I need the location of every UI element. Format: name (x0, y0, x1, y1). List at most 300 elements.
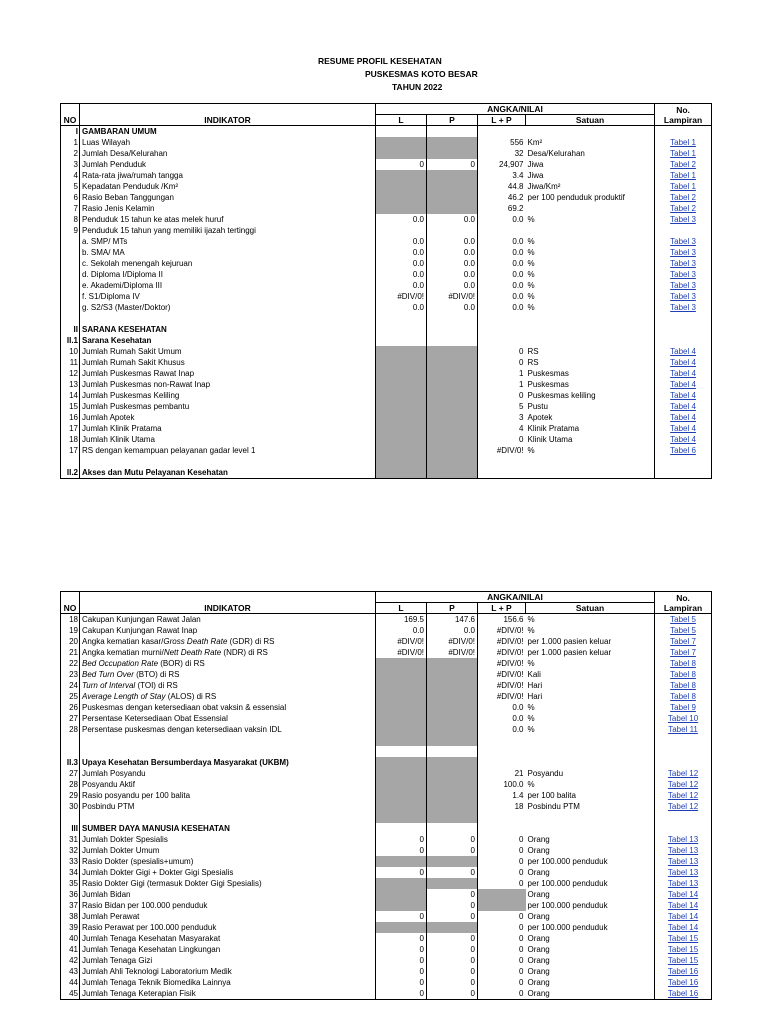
table-row (61, 137, 712, 148)
lampiran-link[interactable]: Tabel 14 (655, 889, 712, 900)
value-p (427, 702, 478, 713)
indicator-label (80, 313, 376, 324)
row-number: 5 (61, 181, 80, 192)
unit-satuan: % (526, 724, 655, 735)
lampiran-link[interactable]: Tabel 8 (655, 680, 712, 691)
row-number: 8 (61, 214, 80, 225)
value-p (427, 456, 478, 467)
unit-satuan: Kali (526, 669, 655, 680)
value-p (427, 170, 478, 181)
lampiran-link[interactable]: Tabel 8 (655, 658, 712, 669)
value-l: 0 (376, 944, 427, 955)
value-p: 0 (427, 911, 478, 922)
unit-satuan (526, 225, 655, 236)
table-row (61, 346, 712, 357)
lampiran-link[interactable]: Tabel 4 (655, 423, 712, 434)
section-row (61, 757, 712, 768)
table-row (61, 680, 712, 691)
value-lp: 18 (514, 801, 524, 811)
table-row (61, 291, 712, 302)
section-row (61, 126, 712, 138)
row-number: 28 (61, 724, 80, 735)
col-indikator: INDIKATOR (80, 104, 376, 126)
lampiran-link[interactable]: Tabel 12 (655, 801, 712, 812)
value-l (376, 225, 427, 236)
value-lp: 3 (519, 412, 524, 422)
indicator-label: Angka kematian kasar/Gross Death Rate (GDR) di RS (80, 636, 376, 647)
value-l (376, 823, 427, 834)
indicator-label: Bed Turn Over (BTO) di RS (80, 669, 376, 680)
lampiran-link[interactable]: Tabel 3 (655, 302, 712, 313)
lampiran-link[interactable]: Tabel 1 (655, 181, 712, 192)
value-lp: #DIV/0! (496, 647, 524, 657)
value-l (376, 456, 427, 467)
lampiran-link[interactable]: Tabel 4 (655, 368, 712, 379)
table-row (61, 779, 712, 790)
indicator-label: Jumlah Tenaga Kesehatan Lingkungan (80, 944, 376, 955)
indicator-label: Puskesmas dengan ketersediaan obat vaksin & essensial (80, 702, 376, 713)
spacer-row (61, 735, 712, 746)
value-p: #DIV/0! (427, 291, 478, 302)
unit-satuan (526, 467, 655, 479)
lampiran-link[interactable]: Tabel 12 (655, 768, 712, 779)
value-lp: 1 (519, 368, 524, 378)
value-lp (478, 812, 526, 823)
lampiran-link[interactable]: Tabel 11 (655, 724, 712, 735)
value-p: 0 (427, 889, 478, 900)
row-number: 37 (61, 900, 80, 911)
lampiran-link[interactable]: Tabel 5 (655, 614, 712, 626)
value-p: 0 (427, 867, 478, 878)
row-number: 34 (61, 867, 80, 878)
value-lp (478, 126, 526, 138)
lampiran-link[interactable]: Tabel 15 (655, 933, 712, 944)
value-lp: 5 (519, 401, 524, 411)
unit-satuan (526, 313, 655, 324)
value-p (427, 368, 478, 379)
indicator-label: Angka kematian murni/Nett Death Rate (NDR) di RS (80, 647, 376, 658)
row-number: 36 (61, 889, 80, 900)
value-p (427, 313, 478, 324)
value-l: #DIV/0! (376, 291, 427, 302)
lampiran-link[interactable]: Tabel 2 (655, 192, 712, 203)
lampiran-link[interactable]: Tabel 3 (655, 291, 712, 302)
row-number: 45 (61, 988, 80, 1000)
value-l (376, 445, 427, 456)
lampiran-link[interactable]: Tabel 8 (655, 691, 712, 702)
table-row (61, 357, 712, 368)
value-p: 0 (427, 988, 478, 1000)
unit-satuan: % (526, 702, 655, 713)
value-lp (478, 467, 526, 479)
value-l (376, 889, 427, 900)
row-number (61, 735, 80, 746)
row-number (61, 280, 80, 291)
value-p (427, 768, 478, 779)
lampiran-link[interactable]: Tabel 4 (655, 390, 712, 401)
table-row (61, 181, 712, 192)
indicator-label: Jumlah Klinik Pratama (80, 423, 376, 434)
indicator-label: Rasio Bidan per 100.000 penduduk (80, 900, 376, 911)
value-lp: 24,907 (499, 159, 524, 169)
unit-satuan: Puskesmas keliling (526, 390, 655, 401)
indicator-label: Rasio Jenis Kelamin (80, 203, 376, 214)
table-row (61, 280, 712, 291)
table-row (61, 434, 712, 445)
indicator-label: Turn of Interval (TOI) di RS (80, 680, 376, 691)
lampiran-link[interactable]: Tabel 13 (655, 878, 712, 889)
value-p (427, 746, 478, 757)
table-row (61, 790, 712, 801)
table-row (61, 834, 712, 845)
indicator-label (80, 456, 376, 467)
lampiran-link[interactable]: Tabel 16 (655, 966, 712, 977)
value-lp: 0 (519, 933, 524, 943)
row-number (61, 456, 80, 467)
col-lampiran-no: No. (655, 104, 712, 115)
value-lp: 0 (519, 922, 524, 932)
row-number: 3 (61, 159, 80, 170)
indicator-label: Penduduk 15 tahun yang memiliki ijazah tertinggi (80, 225, 376, 236)
indicator-label: Jumlah Dokter Gigi + Dokter Gigi Spesialis (80, 867, 376, 878)
unit-satuan: % (526, 247, 655, 258)
lampiran-link[interactable]: Tabel 4 (655, 434, 712, 445)
indicator-label: Penduduk 15 tahun ke atas melek huruf (80, 214, 376, 225)
value-p: 0 (427, 900, 478, 911)
col-lp: L + P (478, 115, 526, 126)
lampiran-link (655, 746, 712, 757)
value-p: 0.0 (427, 214, 478, 225)
indicator-label: Jumlah Tenaga Teknik Biomedika Lainnya (80, 977, 376, 988)
value-l: 0.0 (376, 258, 427, 269)
row-number: 33 (61, 856, 80, 867)
lampiran-link[interactable]: Tabel 14 (655, 922, 712, 933)
unit-satuan: per 100 penduduk produktif (526, 192, 655, 203)
value-p (427, 922, 478, 933)
table-row (61, 302, 712, 313)
value-l (376, 170, 427, 181)
value-l (376, 148, 427, 159)
lampiran-link[interactable]: Tabel 13 (655, 856, 712, 867)
unit-satuan: % (526, 614, 655, 626)
row-number: 26 (61, 702, 80, 713)
lampiran-link[interactable]: Tabel 3 (655, 258, 712, 269)
value-lp: 0.0 (512, 258, 524, 268)
indicator-label: Posbindu PTM (80, 801, 376, 812)
indicator-label: Posyandu Aktif (80, 779, 376, 790)
unit-satuan: Orang (526, 845, 655, 856)
table-row (61, 647, 712, 658)
value-lp: 0 (519, 867, 524, 877)
unit-satuan: per 100.000 penduduk (526, 922, 655, 933)
lampiran-link[interactable]: Tabel 16 (655, 988, 712, 1000)
value-lp: 0.0 (512, 247, 524, 257)
unit-satuan: Jiwa (526, 159, 655, 170)
value-p (427, 434, 478, 445)
indicator-label: Bed Occupation Rate (BOR) di RS (80, 658, 376, 669)
value-p (427, 192, 478, 203)
row-number: II (61, 324, 80, 335)
table-row (61, 203, 712, 214)
lampiran-link[interactable]: Tabel 4 (655, 412, 712, 423)
value-l (376, 768, 427, 779)
value-p: 0 (427, 944, 478, 955)
row-number: 43 (61, 966, 80, 977)
value-lp: 0 (519, 346, 524, 356)
row-number: 16 (61, 412, 80, 423)
row-number: 22 (61, 658, 80, 669)
value-l (376, 137, 427, 148)
unit-satuan (526, 335, 655, 346)
unit-satuan: % (526, 280, 655, 291)
value-l (376, 181, 427, 192)
value-l (376, 357, 427, 368)
value-l: 0 (376, 845, 427, 856)
value-p (427, 801, 478, 812)
value-lp (478, 823, 526, 834)
lampiran-link[interactable]: Tabel 3 (655, 236, 712, 247)
value-p (427, 390, 478, 401)
value-lp: 1 (519, 379, 524, 389)
lampiran-link[interactable]: Tabel 2 (655, 159, 712, 170)
row-number: 28 (61, 779, 80, 790)
value-l: 169.5 (376, 614, 427, 626)
value-l (376, 680, 427, 691)
value-l: 0 (376, 977, 427, 988)
indicator-label: Jumlah Rumah Sakit Umum (80, 346, 376, 357)
table-row (61, 401, 712, 412)
lampiran-link[interactable]: Tabel 1 (655, 137, 712, 148)
section-row (61, 335, 712, 346)
row-number: 41 (61, 944, 80, 955)
indicator-label: Jumlah Puskesmas Keliling (80, 390, 376, 401)
unit-satuan: per 100 balita (526, 790, 655, 801)
value-l (376, 724, 427, 735)
unit-satuan: Orang (526, 933, 655, 944)
unit-satuan: % (526, 658, 655, 669)
table-row (61, 368, 712, 379)
lampiran-link[interactable]: Tabel 7 (655, 636, 712, 647)
row-number: 40 (61, 933, 80, 944)
indicator-label: Jumlah Bidan (80, 889, 376, 900)
unit-satuan: Desa/Kelurahan (526, 148, 655, 159)
lampiran-link (655, 735, 712, 746)
profile-table-part-1 (60, 103, 712, 479)
unit-satuan: Puskesmas (526, 379, 655, 390)
unit-satuan: Orang (526, 988, 655, 1000)
value-p: 0.0 (427, 236, 478, 247)
value-p (427, 779, 478, 790)
value-l (376, 401, 427, 412)
table-row (61, 702, 712, 713)
unit-satuan: Orang (526, 944, 655, 955)
unit-satuan: % (526, 779, 655, 790)
unit-satuan: Hari (526, 691, 655, 702)
unit-satuan (526, 823, 655, 834)
value-p: 0.0 (427, 269, 478, 280)
lampiran-link[interactable]: Tabel 4 (655, 379, 712, 390)
value-p (427, 669, 478, 680)
value-lp: 0 (519, 434, 524, 444)
lampiran-link[interactable]: Tabel 14 (655, 900, 712, 911)
row-number: II.3 (61, 757, 80, 768)
row-number: 30 (61, 801, 80, 812)
unit-satuan: % (526, 291, 655, 302)
unit-satuan: Klinik Pratama (526, 423, 655, 434)
value-p (427, 691, 478, 702)
value-l: 0 (376, 955, 427, 966)
spacer-row (61, 812, 712, 823)
lampiran-link[interactable]: Tabel 12 (655, 779, 712, 790)
value-l (376, 346, 427, 357)
value-p (427, 126, 478, 138)
lampiran-link[interactable]: Tabel 15 (655, 944, 712, 955)
value-l (376, 203, 427, 214)
spacer-row (61, 746, 712, 757)
table-row (61, 636, 712, 647)
col-lampiran-no: No. (655, 592, 712, 603)
value-l: 0.0 (376, 247, 427, 258)
table-row (61, 170, 712, 181)
lampiran-link[interactable]: Tabel 7 (655, 647, 712, 658)
table-row (61, 669, 712, 680)
row-number: 27 (61, 713, 80, 724)
lampiran-link (655, 313, 712, 324)
value-l: 0 (376, 159, 427, 170)
lampiran-link[interactable]: Tabel 16 (655, 977, 712, 988)
value-l: 0.0 (376, 214, 427, 225)
indicator-label: Luas Wilayah (80, 137, 376, 148)
value-l (376, 412, 427, 423)
value-l (376, 735, 427, 746)
col-indikator: INDIKATOR (80, 592, 376, 614)
table-row (61, 247, 712, 258)
row-number: 18 (61, 614, 80, 626)
lampiran-link[interactable]: Tabel 13 (655, 834, 712, 845)
value-lp: 0.0 (512, 291, 524, 301)
unit-satuan: Hari (526, 680, 655, 691)
lampiran-link[interactable]: Tabel 9 (655, 702, 712, 713)
row-number: 19 (61, 625, 80, 636)
value-lp: 0 (519, 966, 524, 976)
col-angka-nilai: ANGKA/NILAI (376, 592, 655, 603)
value-lp: 0 (519, 357, 524, 367)
row-number: 25 (61, 691, 80, 702)
indicator-label: Jumlah Tenaga Gizi (80, 955, 376, 966)
lampiran-link[interactable]: Tabel 13 (655, 845, 712, 856)
value-l (376, 669, 427, 680)
value-lp: 21 (514, 768, 524, 778)
value-lp: 0.0 (512, 302, 524, 312)
table-row (61, 867, 712, 878)
lampiran-link[interactable]: Tabel 4 (655, 401, 712, 412)
value-l (376, 324, 427, 335)
unit-satuan (526, 735, 655, 746)
value-lp: 0 (519, 390, 524, 400)
value-p: 0 (427, 159, 478, 170)
lampiran-link[interactable]: Tabel 8 (655, 669, 712, 680)
value-l (376, 812, 427, 823)
row-number: 17 (61, 423, 80, 434)
value-l (376, 379, 427, 390)
lampiran-link[interactable]: Tabel 2 (655, 203, 712, 214)
lampiran-link[interactable]: Tabel 12 (655, 790, 712, 801)
report-year: TAHUN 2022 (392, 82, 443, 92)
table-row (61, 214, 712, 225)
row-number: 32 (61, 845, 80, 856)
value-lp: 4 (519, 423, 524, 433)
lampiran-link[interactable]: Tabel 10 (655, 713, 712, 724)
value-p (427, 445, 478, 456)
section-row (61, 467, 712, 479)
table-row (61, 269, 712, 280)
lampiran-link[interactable]: Tabel 4 (655, 346, 712, 357)
lampiran-link[interactable]: Tabel 4 (655, 357, 712, 368)
value-lp: 0.0 (512, 702, 524, 712)
lampiran-link[interactable]: Tabel 15 (655, 955, 712, 966)
col-angka-nilai: ANGKA/NILAI (376, 104, 655, 115)
value-l (376, 368, 427, 379)
unit-satuan: Orang (526, 834, 655, 845)
value-p: 0 (427, 966, 478, 977)
value-lp (478, 900, 526, 911)
indicator-label: Jumlah Klinik Utama (80, 434, 376, 445)
lampiran-link[interactable]: Tabel 3 (655, 280, 712, 291)
value-lp (478, 313, 526, 324)
value-lp: 1.4 (512, 790, 524, 800)
row-number: 35 (61, 878, 80, 889)
lampiran-link[interactable]: Tabel 14 (655, 911, 712, 922)
lampiran-link[interactable]: Tabel 1 (655, 148, 712, 159)
lampiran-link[interactable]: Tabel 6 (655, 445, 712, 456)
row-number: 1 (61, 137, 80, 148)
value-lp (478, 225, 526, 236)
lampiran-link[interactable]: Tabel 13 (655, 867, 712, 878)
lampiran-link[interactable]: Tabel 5 (655, 625, 712, 636)
table-row (61, 911, 712, 922)
indicator-label: Jumlah Rumah Sakit Khusus (80, 357, 376, 368)
value-p (427, 790, 478, 801)
lampiran-link[interactable]: Tabel 1 (655, 170, 712, 181)
value-l: 0 (376, 867, 427, 878)
value-p: #DIV/0! (427, 636, 478, 647)
lampiran-link (655, 757, 712, 768)
report-subtitle: PUSKESMAS KOTO BESAR (365, 69, 478, 79)
value-p: 0.0 (427, 247, 478, 258)
value-lp: #DIV/0! (496, 625, 524, 635)
lampiran-link (655, 823, 712, 834)
table-row (61, 192, 712, 203)
table-row (61, 900, 712, 911)
lampiran-link[interactable]: Tabel 3 (655, 269, 712, 280)
lampiran-link[interactable]: Tabel 3 (655, 214, 712, 225)
indicator-label: Jumlah Perawat (80, 911, 376, 922)
value-l (376, 313, 427, 324)
lampiran-link (655, 324, 712, 335)
col-satuan: Satuan (526, 603, 655, 614)
table-row (61, 258, 712, 269)
lampiran-link[interactable]: Tabel 3 (655, 247, 712, 258)
value-p (427, 148, 478, 159)
indicator-label: Jumlah Dokter Umum (80, 845, 376, 856)
value-l (376, 192, 427, 203)
indicator-label: b. SMA/ MA (80, 247, 376, 258)
unit-satuan (526, 746, 655, 757)
value-p (427, 401, 478, 412)
lampiran-link (655, 812, 712, 823)
table-row (61, 878, 712, 889)
table-row (61, 988, 712, 1000)
